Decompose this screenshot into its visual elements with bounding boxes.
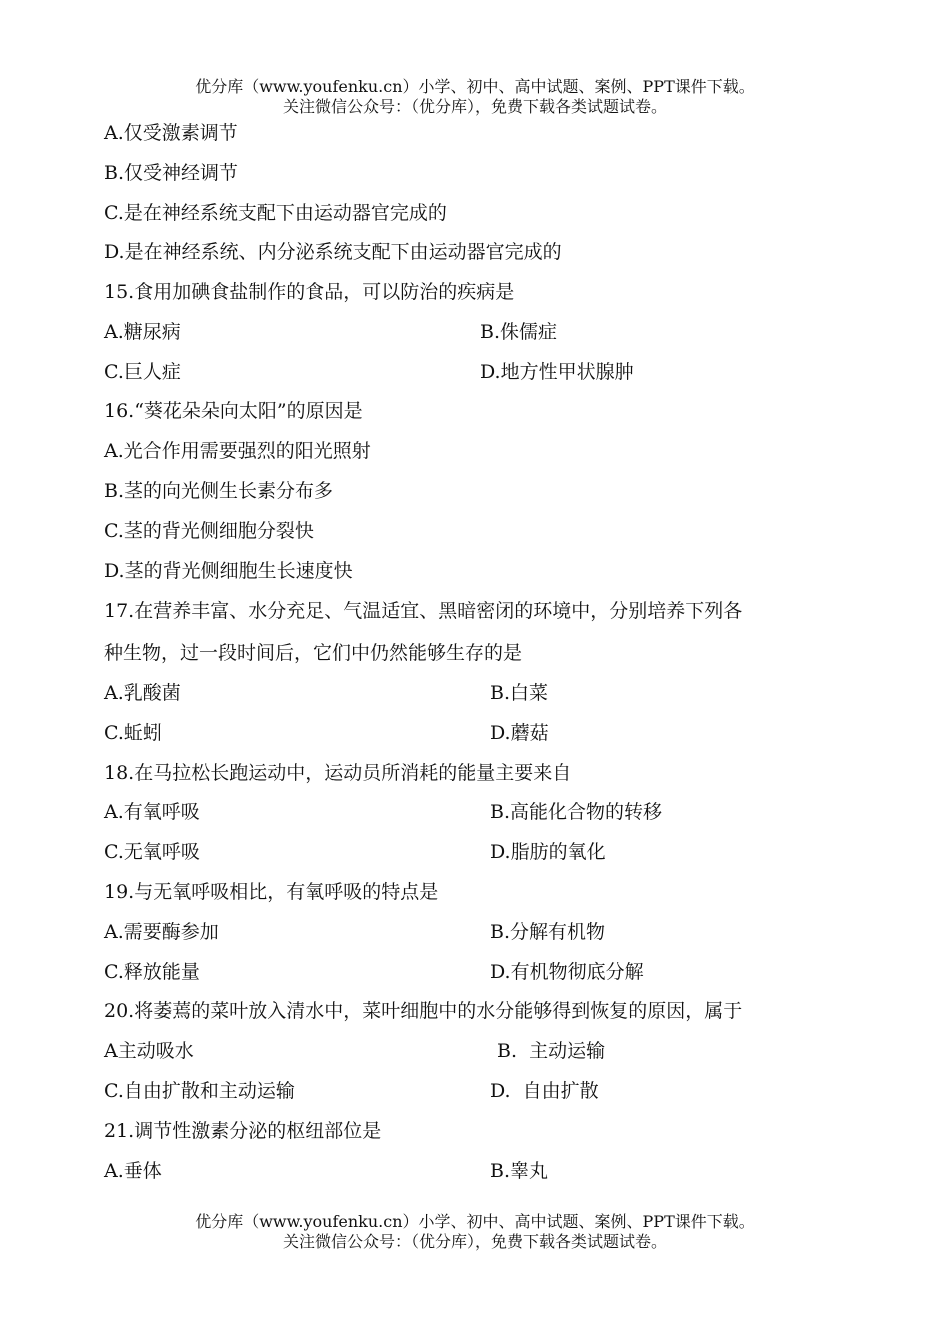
q14-option-d: D.是在神经系统、内分泌系统支配下由运动器官完成的 xyxy=(104,241,562,263)
q19-option-b: B.分解有机物 xyxy=(490,921,606,943)
q15-option-b: B.侏儒症 xyxy=(480,321,558,343)
q18-option-d: D.脂肪的氧化 xyxy=(490,841,606,863)
q19-option-a: A.需要酶参加 xyxy=(104,921,219,943)
q21-stem: 21.调节性激素分泌的枢纽部位是 xyxy=(104,1120,382,1142)
header-line-2: 关注微信公众号：（优分库），免费下载各类试题试卷。 xyxy=(282,97,667,116)
q17-stem-line-2: 种生物，过一段时间后，它们中仍然能够生存的是 xyxy=(104,642,523,664)
q17-stem-line-1: 17.在营养丰富、水分充足、气温适宜、黑暗密闭的环境中，分别培养下列各 xyxy=(104,600,743,622)
q17-option-c: C.蚯蚓 xyxy=(104,722,162,744)
q19-option-c: C.释放能量 xyxy=(104,961,200,983)
q15-option-d: D.地方性甲状腺肿 xyxy=(480,361,634,383)
header-line-1: 优分库（www.youfenku.cn）小学、初中、高中试题、案例、PPT课件下载。 xyxy=(195,77,755,96)
page-header xyxy=(0,77,950,117)
q20-option-d: D. 自由扩散 xyxy=(490,1080,599,1102)
q14-option-c: C.是在神经系统支配下由运动器官完成的 xyxy=(104,202,447,224)
q15-option-a: A.糖尿病 xyxy=(104,321,181,343)
q20-option-a: A主动吸水 xyxy=(104,1040,194,1062)
q18-option-c: C.无氧呼吸 xyxy=(104,841,200,863)
q17-option-d: D.蘑菇 xyxy=(490,722,549,744)
q14-option-a: A.仅受激素调节 xyxy=(104,122,238,144)
q20-option-c: C.自由扩散和主动运输 xyxy=(104,1080,295,1102)
q16-option-c: C.茎的背光侧细胞分裂快 xyxy=(104,520,314,542)
footer-line-1: 优分库（www.youfenku.cn）小学、初中、高中试题、案例、PPT课件下载。 xyxy=(195,1212,755,1231)
q19-stem: 19.与无氧呼吸相比，有氧呼吸的特点是 xyxy=(104,881,439,903)
q16-option-d: D.茎的背光侧细胞生长速度快 xyxy=(104,560,353,582)
footer-line-2: 关注微信公众号：（优分库），免费下载各类试题试卷。 xyxy=(282,1232,667,1251)
q15-option-c: C.巨人症 xyxy=(104,361,181,383)
q18-option-a: A.有氧呼吸 xyxy=(104,801,200,823)
q19-option-d: D.有机物彻底分解 xyxy=(490,961,644,983)
q18-stem: 18.在马拉松长跑运动中，运动员所消耗的能量主要来自 xyxy=(104,762,572,784)
q16-option-b: B.茎的向光侧生长素分布多 xyxy=(104,480,334,502)
q21-option-a: A.垂体 xyxy=(104,1160,162,1182)
q20-option-b: B. 主动运输 xyxy=(497,1040,606,1062)
q17-option-b: B.白菜 xyxy=(490,682,549,704)
q17-option-a: A.乳酸菌 xyxy=(104,682,181,704)
q21-option-b: B.睾丸 xyxy=(490,1160,549,1182)
q20-stem: 20.将萎蔫的菜叶放入清水中，菜叶细胞中的水分能够得到恢复的原因，属于 xyxy=(104,1000,743,1022)
q15-stem: 15.食用加碘食盐制作的食品，可以防治的疾病是 xyxy=(104,281,515,303)
q18-option-b: B.高能化合物的转移 xyxy=(490,801,663,823)
page-footer xyxy=(0,1212,950,1252)
q14-option-b: B.仅受神经调节 xyxy=(104,162,239,184)
q16-option-a: A.光合作用需要强烈的阳光照射 xyxy=(104,440,371,462)
q16-stem: 16.“葵花朵朵向太阳”的原因是 xyxy=(104,400,363,422)
